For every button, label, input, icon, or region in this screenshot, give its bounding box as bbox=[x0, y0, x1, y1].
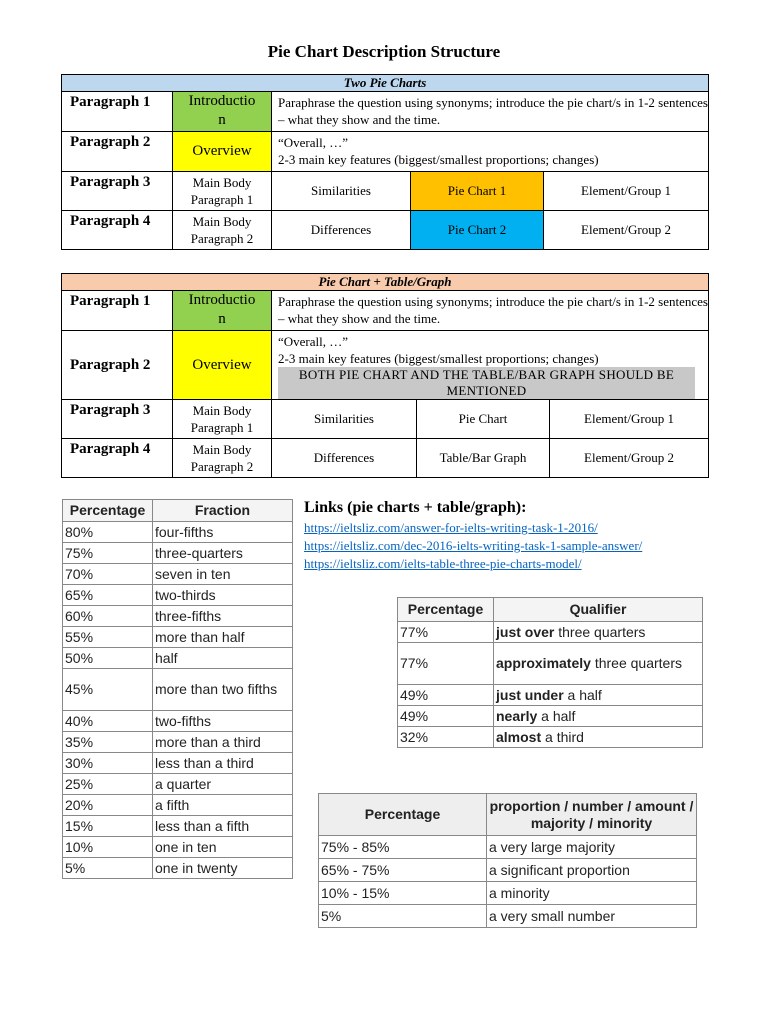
fraction-cell: half bbox=[153, 648, 293, 669]
table-row bbox=[63, 795, 293, 816]
element-cell: Element/Group 2 bbox=[550, 439, 709, 478]
fraction-cell: less than a fifth bbox=[153, 816, 293, 837]
qualifier-rest: three quarters bbox=[554, 623, 646, 640]
percentage-cell: 35% bbox=[63, 732, 153, 753]
percentage-cell: 20% bbox=[63, 795, 153, 816]
percentage-cell: 30% bbox=[63, 753, 153, 774]
section-introduction: Introductio n bbox=[173, 291, 272, 331]
percentage-cell: 77% bbox=[398, 643, 494, 685]
percentage-cell: 15% bbox=[63, 816, 153, 837]
page-title: Pie Chart Description Structure bbox=[267, 42, 501, 61]
fraction-cell: seven in ten bbox=[153, 564, 293, 585]
fraction-cell: three-fifths bbox=[153, 606, 293, 627]
table-row bbox=[63, 627, 293, 648]
section-main-body: Main Body Paragraph 1 bbox=[173, 172, 272, 211]
section-main-body: Main Body Paragraph 2 bbox=[173, 211, 272, 250]
link[interactable]: https://ieltsliz.com/ielts-table-three-pie-charts-model/ bbox=[304, 556, 582, 571]
element-cell: Element/Group 1 bbox=[550, 400, 709, 439]
fraction-cell: less than a third bbox=[153, 753, 293, 774]
focus-cell: Similarities bbox=[272, 400, 417, 439]
table-row bbox=[63, 858, 293, 879]
column-header: proportion / number / amount / majority / minority bbox=[487, 794, 697, 836]
element-cell: Element/Group 2 bbox=[544, 211, 709, 250]
element-cell: Element/Group 1 bbox=[544, 172, 709, 211]
percentage-cell: 25% bbox=[63, 774, 153, 795]
column-header: Qualifier bbox=[494, 598, 703, 622]
paragraph-label: Paragraph 3 bbox=[62, 400, 173, 439]
paragraph-label: Paragraph 1 bbox=[62, 92, 173, 132]
percentage-cell: 49% bbox=[398, 685, 494, 706]
chart-cell: Pie Chart 1 bbox=[411, 172, 544, 211]
fraction-cell: three-quarters bbox=[153, 543, 293, 564]
column-header: Percentage bbox=[63, 500, 153, 522]
qualifier-cell bbox=[494, 622, 703, 643]
table-row bbox=[63, 585, 293, 606]
fraction-cell: more than two fifths bbox=[153, 669, 293, 711]
qualifier-cell bbox=[494, 727, 703, 748]
percentage-cell: 60% bbox=[63, 606, 153, 627]
column-header: Percentage bbox=[319, 794, 487, 836]
percentage-cell: 5% bbox=[63, 858, 153, 879]
proportion-cell: a significant proportion bbox=[487, 859, 697, 882]
two-pie-charts-table bbox=[61, 74, 709, 250]
focus-cell: Similarities bbox=[272, 172, 411, 211]
link[interactable]: https://ieltsliz.com/answer-for-ielts-writing-task-1-2016/ bbox=[304, 520, 598, 535]
fraction-table bbox=[62, 499, 293, 879]
links-title: Links (pie charts + table/graph): bbox=[304, 499, 527, 516]
table-row bbox=[319, 882, 697, 905]
qualifier-table bbox=[397, 597, 703, 748]
fraction-cell: more than half bbox=[153, 627, 293, 648]
percentage-range-cell: 75% - 85% bbox=[319, 836, 487, 859]
table-row bbox=[63, 774, 293, 795]
table-header: Two Pie Charts bbox=[62, 75, 709, 92]
qualifier-rest: a half bbox=[537, 707, 576, 724]
proportion-cell: a very small number bbox=[487, 905, 697, 928]
section-overview: Overview bbox=[173, 331, 272, 400]
table-row bbox=[63, 711, 293, 732]
paragraph-label: Paragraph 4 bbox=[62, 439, 173, 478]
qualifier-rest: a third bbox=[541, 728, 584, 745]
paragraph-label: Paragraph 2 bbox=[62, 132, 173, 172]
qualifier-word: almost bbox=[496, 728, 542, 745]
column-header: Fraction bbox=[153, 500, 293, 522]
fraction-cell: a fifth bbox=[153, 795, 293, 816]
fraction-cell: a quarter bbox=[153, 774, 293, 795]
paragraph-label: Paragraph 4 bbox=[62, 211, 173, 250]
section-introduction: Introductio n bbox=[173, 92, 272, 132]
fraction-cell: two-fifths bbox=[153, 711, 293, 732]
pie-chart-table-graph-table bbox=[61, 273, 709, 478]
proportion-table bbox=[318, 793, 697, 928]
table-row bbox=[398, 643, 703, 685]
paragraph-label: Paragraph 2 bbox=[62, 331, 173, 400]
focus-cell: Differences bbox=[272, 439, 417, 478]
table-header: Pie Chart + Table/Graph bbox=[62, 274, 709, 291]
qualifier-cell bbox=[494, 706, 703, 727]
desc-line: 2-3 main key features (biggest/smallest proportions; changes) bbox=[278, 351, 599, 366]
section-overview: Overview bbox=[173, 132, 272, 172]
percentage-cell: 70% bbox=[63, 564, 153, 585]
table-row bbox=[63, 816, 293, 837]
table-row bbox=[319, 836, 697, 859]
percentage-range-cell: 10% - 15% bbox=[319, 882, 487, 905]
table-row bbox=[398, 685, 703, 706]
table-row bbox=[63, 753, 293, 774]
desc-line: “Overall, …” bbox=[278, 334, 349, 349]
desc-line: “Overall, …” bbox=[278, 135, 349, 150]
percentage-cell: 10% bbox=[63, 837, 153, 858]
percentage-cell: 77% bbox=[398, 622, 494, 643]
percentage-range-cell: 65% - 75% bbox=[319, 859, 487, 882]
chart-cell: Table/Bar Graph bbox=[417, 439, 550, 478]
qualifier-rest: three quarters bbox=[590, 655, 682, 671]
qualifier-word: just under bbox=[496, 686, 564, 703]
warning-highlight: BOTH PIE CHART AND THE TABLE/BAR GRAPH SHOULD BE MENTIONED bbox=[278, 367, 695, 399]
percentage-cell: 32% bbox=[398, 727, 494, 748]
table-row bbox=[63, 564, 293, 585]
table-row bbox=[63, 732, 293, 753]
fraction-cell: four-fifths bbox=[153, 522, 293, 543]
qualifier-rest: a half bbox=[563, 686, 602, 703]
focus-cell: Differences bbox=[272, 211, 411, 250]
section-description: Paraphrase the question using synonyms; introduce the pie chart/s in 1-2 sentences – what they show and the time. bbox=[272, 291, 709, 331]
section-description: Paraphrase the question using synonyms; introduce the pie chart/s in 1-2 sentences – what they show and the time. bbox=[272, 92, 709, 132]
percentage-range-cell: 5% bbox=[319, 905, 487, 928]
table-row bbox=[63, 648, 293, 669]
table-row bbox=[398, 622, 703, 643]
percentage-cell: 80% bbox=[63, 522, 153, 543]
percentage-cell: 49% bbox=[398, 706, 494, 727]
section-description bbox=[272, 132, 709, 172]
table-row bbox=[398, 727, 703, 748]
section-description bbox=[272, 331, 709, 400]
paragraph-label: Paragraph 3 bbox=[62, 172, 173, 211]
fraction-cell: two-thirds bbox=[153, 585, 293, 606]
percentage-cell: 55% bbox=[63, 627, 153, 648]
percentage-cell: 45% bbox=[63, 669, 153, 711]
table-row bbox=[398, 706, 703, 727]
chart-cell: Pie Chart bbox=[417, 400, 550, 439]
fraction-cell: one in twenty bbox=[153, 858, 293, 879]
table-row bbox=[63, 837, 293, 858]
proportion-cell: a minority bbox=[487, 882, 697, 905]
qualifier-word: approximately bbox=[496, 655, 591, 671]
table-row bbox=[63, 522, 293, 543]
qualifier-word: nearly bbox=[496, 707, 538, 724]
section-main-body: Main Body Paragraph 1 bbox=[173, 400, 272, 439]
column-header: Percentage bbox=[398, 598, 494, 622]
percentage-cell: 75% bbox=[63, 543, 153, 564]
percentage-cell: 50% bbox=[63, 648, 153, 669]
table-row bbox=[63, 669, 293, 711]
qualifier-cell bbox=[494, 685, 703, 706]
table-row bbox=[63, 606, 293, 627]
percentage-cell: 65% bbox=[63, 585, 153, 606]
table-row bbox=[63, 543, 293, 564]
desc-line: 2-3 main key features (biggest/smallest proportions; changes) bbox=[278, 152, 599, 167]
proportion-cell: a very large majority bbox=[487, 836, 697, 859]
fraction-cell: one in ten bbox=[153, 837, 293, 858]
section-main-body: Main Body Paragraph 2 bbox=[173, 439, 272, 478]
links-section bbox=[304, 499, 642, 573]
link[interactable]: https://ieltsliz.com/dec-2016-ielts-writing-task-1-sample-answer/ bbox=[304, 538, 643, 553]
table-row bbox=[319, 905, 697, 928]
percentage-cell: 40% bbox=[63, 711, 153, 732]
chart-cell: Pie Chart 2 bbox=[411, 211, 544, 250]
qualifier-word: just over bbox=[496, 623, 555, 640]
qualifier-cell bbox=[494, 643, 703, 685]
fraction-cell: more than a third bbox=[153, 732, 293, 753]
paragraph-label: Paragraph 1 bbox=[62, 291, 173, 331]
table-row bbox=[319, 859, 697, 882]
